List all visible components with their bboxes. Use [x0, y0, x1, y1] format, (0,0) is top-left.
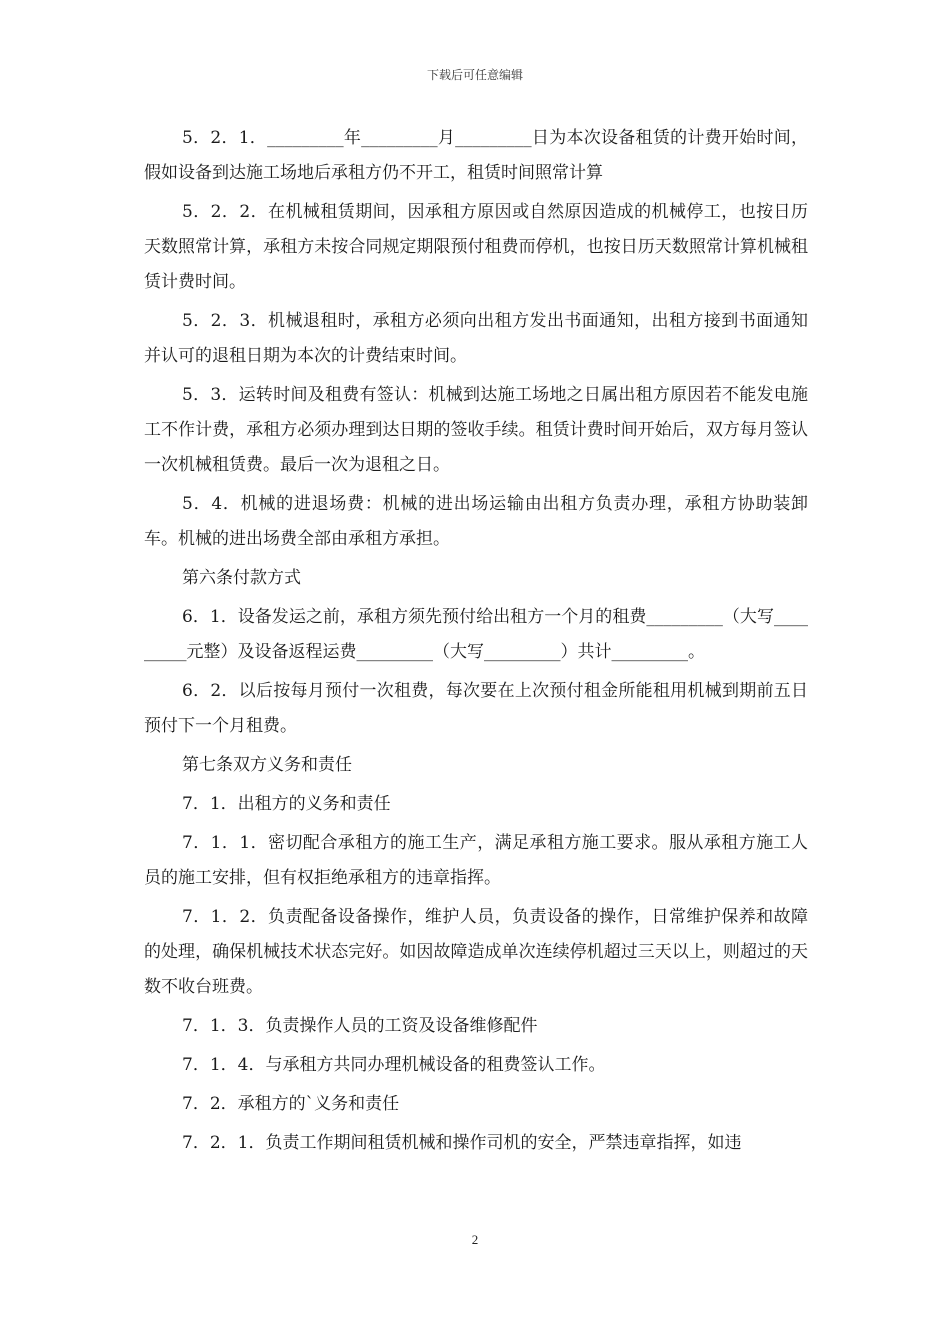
paragraph-5-4: 5．4．机械的进退场费：机械的进出场运输由出租方负责办理，承租方协助装卸车。机械的进出场费全部由承租方承担。 — [144, 494, 808, 549]
paragraph-5-2-1: 5．2．1．_________年_________月_________日为本次设备租赁的计费开始时间，假如设备到达施工场地后承租方仍不开工，租赁时间照常计算 — [144, 128, 808, 183]
document-body — [144, 121, 808, 1165]
paragraph-7-1-3: 7．1．3．负责操作人员的工资及设备维修配件 — [182, 1016, 538, 1036]
paragraph-7-1-4: 7．1．4．与承租方共同办理机械设备的租费签认工作。 — [182, 1055, 606, 1075]
paragraph-5-3: 5．3．运转时间及租费有签认：机械到达施工场地之日属出租方原因若不能发电施工不作计费，承租方必须办理到达日期的签收手续。租赁计费时间开始后，双方每月签认一次机械租赁费。最后一次为退租之日。 — [144, 385, 808, 475]
paragraph-6-2: 6．2．以后按每月预付一次租费，每次要在上次预付租金所能租用机械到期前五日预付下一个月租费。 — [144, 681, 808, 736]
page-number: 2 — [471, 1232, 479, 1247]
page-header: 下载后可任意编辑 — [426, 68, 523, 82]
paragraph-7-1-2: 7．1．2．负责配备设备操作，维护人员，负责设备的操作，日常维护保养和故障的处理，确保机械技术状态完好。如因故障造成单次连续停机超过三天以上，则超过的天数不收台班费。 — [144, 907, 808, 997]
paragraph-5-2-2: 5．2．2．在机械租赁期间，因承租方原因或自然原因造成的机械停工，也按日历天数照常计算，承租方未按合同规定期限预付租费而停机，也按日历天数照常计算机械租赁计费时间。 — [144, 202, 808, 292]
paragraph-7-1: 7．1．出租方的义务和责任 — [182, 794, 391, 814]
paragraph-7-2: 7．2．承租方的`义务和责任 — [182, 1094, 400, 1114]
paragraph-7-1-1: 7．1．1．密切配合承租方的施工生产，满足承租方施工要求。服从承租方施工人员的施工安排，但有权拒绝承租方的违章指挥。 — [144, 833, 808, 888]
paragraph-6-1: 6．1．设备发运之前，承租方须先预付给出租方一个月的租费_________（大写_________元整）及设备返程运费_________（大写_________）共计_________。 — [144, 607, 808, 662]
paragraph-7-2-1: 7．2．1．负责工作期间租赁机械和操作司机的安全，严禁违章指挥，如违 — [182, 1133, 742, 1153]
paragraph-5-2-3: 5．2．3．机械退租时，承租方必须向出租方发出书面通知，出租方接到书面通知并认可的退租日期为本次的计费结束时间。 — [144, 311, 808, 366]
article-7-heading: 第七条双方义务和责任 — [182, 755, 352, 775]
article-6-heading: 第六条付款方式 — [182, 568, 301, 588]
